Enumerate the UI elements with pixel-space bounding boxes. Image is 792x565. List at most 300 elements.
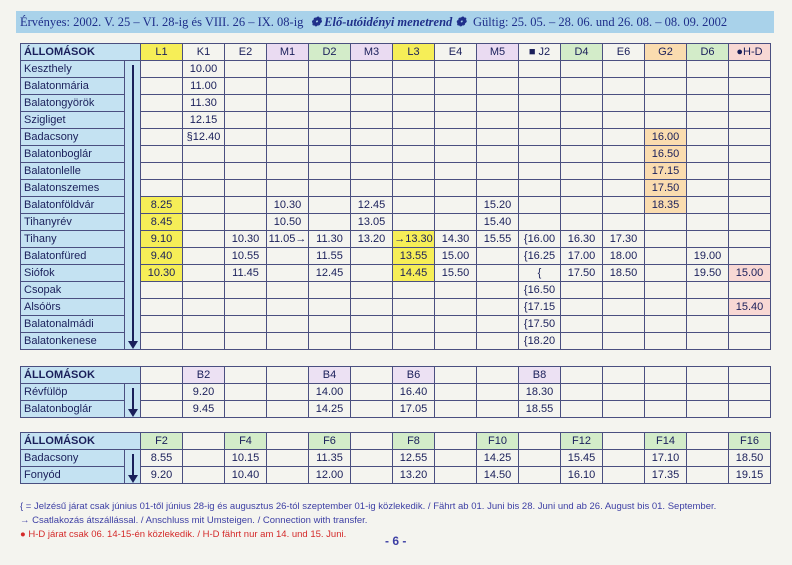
time-cell	[225, 282, 267, 299]
time-cell: 10.00	[183, 61, 225, 78]
column-header: B6	[393, 367, 435, 384]
time-cell	[687, 78, 729, 95]
time-cell	[645, 282, 687, 299]
page-number: - 6 -	[385, 534, 407, 548]
time-cell	[561, 197, 603, 214]
time-cell: 14.50	[477, 467, 519, 484]
time-cell: 19.00	[687, 248, 729, 265]
time-cell: 10.15	[225, 450, 267, 467]
time-cell: 10.50	[267, 214, 309, 231]
boglar-timetable	[20, 366, 771, 418]
time-cell	[141, 282, 183, 299]
column-header	[351, 433, 393, 450]
time-cell	[267, 248, 309, 265]
time-cell	[645, 248, 687, 265]
time-cell: {16.00	[519, 231, 561, 248]
time-cell	[309, 214, 351, 231]
time-cell	[519, 214, 561, 231]
column-header	[687, 367, 729, 384]
time-cell: 11.05→	[267, 231, 309, 248]
time-cell: 18.50	[729, 450, 771, 467]
column-header	[435, 433, 477, 450]
time-cell	[729, 231, 771, 248]
time-cell	[351, 384, 393, 401]
time-cell	[645, 78, 687, 95]
time-cell: 12.45	[351, 197, 393, 214]
station-name: Csopak	[21, 282, 125, 299]
time-cell: 17.30	[603, 231, 645, 248]
time-cell	[729, 401, 771, 418]
time-cell: §12.40	[183, 129, 225, 146]
table-row	[21, 450, 771, 467]
time-cell: {17.15	[519, 299, 561, 316]
time-cell	[351, 112, 393, 129]
time-cell	[603, 282, 645, 299]
time-cell	[393, 61, 435, 78]
time-cell: 14.00	[309, 384, 351, 401]
time-cell	[645, 112, 687, 129]
table-row	[21, 61, 771, 78]
stations-header: ÁLLOMÁSOK	[21, 44, 141, 61]
time-cell	[645, 316, 687, 333]
main-header-row	[21, 44, 771, 61]
time-cell: 10.30	[267, 197, 309, 214]
column-header: K1	[183, 44, 225, 61]
time-cell	[225, 180, 267, 197]
time-cell	[183, 180, 225, 197]
column-header	[141, 367, 183, 384]
time-cell	[603, 129, 645, 146]
time-cell: 12.55	[393, 450, 435, 467]
time-cell: 15.00	[435, 248, 477, 265]
time-cell	[141, 401, 183, 418]
column-header	[603, 433, 645, 450]
time-cell	[267, 180, 309, 197]
banner-left: Érvényes: 2002. V. 25 – VI. 28-ig és VIII. 26 – IX. 08-ig	[20, 15, 304, 29]
time-cell	[225, 384, 267, 401]
time-cell	[141, 163, 183, 180]
time-cell	[561, 78, 603, 95]
fonyod-timetable	[20, 432, 771, 484]
time-cell	[477, 333, 519, 350]
time-cell	[183, 450, 225, 467]
column-header	[603, 367, 645, 384]
time-cell: 11.45	[225, 265, 267, 282]
direction-arrow-icon	[125, 450, 141, 484]
time-cell	[393, 333, 435, 350]
time-cell: 8.25	[141, 197, 183, 214]
time-cell	[729, 180, 771, 197]
time-cell	[645, 384, 687, 401]
time-cell	[141, 129, 183, 146]
column-header	[183, 433, 225, 450]
time-cell	[603, 112, 645, 129]
time-cell: 11.00	[183, 78, 225, 95]
time-cell: 11.30	[183, 95, 225, 112]
time-cell	[687, 401, 729, 418]
time-cell: 15.45	[561, 450, 603, 467]
time-cell	[435, 61, 477, 78]
down-arrow-icon	[132, 454, 134, 477]
time-cell	[519, 129, 561, 146]
time-cell	[561, 95, 603, 112]
time-cell	[225, 61, 267, 78]
time-cell	[183, 231, 225, 248]
time-cell	[435, 197, 477, 214]
column-header: L3	[393, 44, 435, 61]
time-cell	[183, 248, 225, 265]
time-cell	[183, 146, 225, 163]
time-cell	[393, 129, 435, 146]
time-cell	[435, 163, 477, 180]
time-cell	[561, 282, 603, 299]
time-cell	[603, 180, 645, 197]
time-cell: 13.20	[351, 231, 393, 248]
time-cell: 18.55	[519, 401, 561, 418]
time-cell	[351, 333, 393, 350]
time-cell	[267, 78, 309, 95]
time-cell	[687, 214, 729, 231]
column-header: F16	[729, 433, 771, 450]
time-cell	[729, 333, 771, 350]
banner-right: Gültig: 25. 05. – 28. 06. und 26. 08. – 08. 09. 2002	[473, 15, 728, 29]
time-cell	[393, 197, 435, 214]
time-cell	[477, 146, 519, 163]
time-cell	[351, 78, 393, 95]
time-cell	[183, 467, 225, 484]
time-cell: →13.30	[393, 231, 435, 248]
time-cell	[561, 299, 603, 316]
time-cell	[519, 146, 561, 163]
time-cell	[183, 163, 225, 180]
time-cell: 11.55	[309, 248, 351, 265]
time-cell	[687, 231, 729, 248]
time-cell	[141, 180, 183, 197]
time-cell: 13.20	[393, 467, 435, 484]
time-cell	[477, 61, 519, 78]
time-cell	[309, 333, 351, 350]
column-header	[351, 367, 393, 384]
time-cell	[309, 299, 351, 316]
station-name: Balatonboglár	[21, 146, 125, 163]
time-cell	[225, 197, 267, 214]
time-cell	[729, 384, 771, 401]
time-cell	[477, 95, 519, 112]
column-header	[477, 367, 519, 384]
time-cell	[519, 163, 561, 180]
station-name: Balatonföldvár	[21, 197, 125, 214]
time-cell	[351, 180, 393, 197]
time-cell	[645, 333, 687, 350]
time-cell: 8.45	[141, 214, 183, 231]
station-name: Badacsony	[21, 450, 125, 467]
time-cell	[393, 146, 435, 163]
direction-arrow-icon	[125, 384, 141, 418]
column-header: M5	[477, 44, 519, 61]
time-cell	[141, 112, 183, 129]
direction-arrow-icon	[125, 61, 141, 350]
time-cell	[309, 197, 351, 214]
time-cell	[435, 299, 477, 316]
time-cell: 16.40	[393, 384, 435, 401]
time-cell	[645, 401, 687, 418]
time-cell	[477, 265, 519, 282]
time-cell	[687, 163, 729, 180]
time-cell	[435, 282, 477, 299]
time-cell	[309, 78, 351, 95]
time-cell	[309, 163, 351, 180]
time-cell: 16.30	[561, 231, 603, 248]
time-cell	[603, 163, 645, 180]
time-cell: 10.30	[225, 231, 267, 248]
column-header: F12	[561, 433, 603, 450]
station-name: Balatonfüred	[21, 248, 125, 265]
column-header: F10	[477, 433, 519, 450]
time-cell: 8.55	[141, 450, 183, 467]
time-cell	[267, 299, 309, 316]
time-cell	[687, 112, 729, 129]
time-cell	[477, 299, 519, 316]
time-cell: 15.00	[729, 265, 771, 282]
time-cell: 12.45	[309, 265, 351, 282]
time-cell	[183, 214, 225, 231]
time-cell	[225, 78, 267, 95]
time-cell: {16.50	[519, 282, 561, 299]
time-cell: 16.10	[561, 467, 603, 484]
time-cell	[519, 197, 561, 214]
time-cell	[351, 299, 393, 316]
time-cell	[351, 95, 393, 112]
time-cell: 14.30	[435, 231, 477, 248]
time-cell: 15.20	[477, 197, 519, 214]
time-cell: 16.00	[645, 129, 687, 146]
time-cell	[225, 401, 267, 418]
column-header	[225, 367, 267, 384]
time-cell	[309, 61, 351, 78]
time-cell: 15.55	[477, 231, 519, 248]
time-cell: 9.45	[183, 401, 225, 418]
column-header: F14	[645, 433, 687, 450]
time-cell	[519, 95, 561, 112]
boglar-header-row	[21, 367, 771, 384]
time-cell	[603, 61, 645, 78]
time-cell	[435, 95, 477, 112]
column-header	[435, 367, 477, 384]
time-cell: 12.15	[183, 112, 225, 129]
time-cell	[183, 282, 225, 299]
station-name: Balatonboglár	[21, 401, 125, 418]
time-cell: 18.30	[519, 384, 561, 401]
time-cell: 17.05	[393, 401, 435, 418]
time-cell: 14.45	[393, 265, 435, 282]
station-name: Tihany	[21, 231, 125, 248]
time-cell	[519, 467, 561, 484]
down-arrow-icon	[132, 65, 134, 343]
time-cell	[519, 61, 561, 78]
column-header: M1	[267, 44, 309, 61]
time-cell	[477, 316, 519, 333]
time-cell	[687, 95, 729, 112]
time-cell: 9.10	[141, 231, 183, 248]
time-cell	[435, 78, 477, 95]
station-name: Badacsony	[21, 129, 125, 146]
time-cell	[183, 197, 225, 214]
time-cell	[477, 112, 519, 129]
time-cell	[729, 95, 771, 112]
station-name: Alsóörs	[21, 299, 125, 316]
time-cell	[603, 450, 645, 467]
column-header: F6	[309, 433, 351, 450]
time-cell	[435, 112, 477, 129]
time-cell	[729, 61, 771, 78]
time-cell: 11.30	[309, 231, 351, 248]
time-cell	[687, 180, 729, 197]
time-cell: 14.25	[309, 401, 351, 418]
station-name: Balatongyörök	[21, 95, 125, 112]
time-cell	[603, 78, 645, 95]
down-arrow-icon	[132, 388, 134, 411]
column-header: D6	[687, 44, 729, 61]
time-cell: 9.40	[141, 248, 183, 265]
time-cell	[687, 282, 729, 299]
time-cell: 17.15	[645, 163, 687, 180]
time-cell	[351, 282, 393, 299]
column-header	[267, 433, 309, 450]
time-cell	[729, 146, 771, 163]
time-cell	[351, 248, 393, 265]
column-header: F8	[393, 433, 435, 450]
time-cell	[309, 180, 351, 197]
time-cell	[603, 214, 645, 231]
time-cell	[435, 333, 477, 350]
time-cell	[519, 180, 561, 197]
time-cell	[267, 95, 309, 112]
column-header	[729, 367, 771, 384]
time-cell	[309, 95, 351, 112]
time-cell: 15.40	[729, 299, 771, 316]
time-cell	[225, 163, 267, 180]
time-cell	[435, 450, 477, 467]
time-cell: 18.00	[603, 248, 645, 265]
column-header	[561, 367, 603, 384]
time-cell	[183, 333, 225, 350]
time-cell	[141, 146, 183, 163]
time-cell	[519, 78, 561, 95]
column-header: M3	[351, 44, 393, 61]
column-header	[519, 433, 561, 450]
time-cell	[645, 214, 687, 231]
time-cell	[183, 299, 225, 316]
time-cell	[603, 197, 645, 214]
time-cell	[561, 401, 603, 418]
time-cell	[561, 333, 603, 350]
note-jelzes: { = Jelzésű járat csak június 01-től június 28-ig és augusztus 26-tól szeptember 01-ig közlekedik. / Fährt ab 01. Juni bis 28. Juni und ab 26. August bis 01. September.	[20, 501, 717, 512]
column-header	[645, 367, 687, 384]
station-name: Révfülöp	[21, 384, 125, 401]
time-cell	[309, 282, 351, 299]
time-cell	[603, 95, 645, 112]
time-cell: 18.35	[645, 197, 687, 214]
time-cell	[435, 180, 477, 197]
time-cell: 17.50	[561, 265, 603, 282]
column-header	[267, 367, 309, 384]
time-cell: {17.50	[519, 316, 561, 333]
time-cell	[603, 299, 645, 316]
fonyod-header-row	[21, 433, 771, 450]
time-cell	[225, 129, 267, 146]
time-cell: 17.00	[561, 248, 603, 265]
time-cell	[309, 129, 351, 146]
time-cell	[603, 384, 645, 401]
station-name: Balatonalmádi	[21, 316, 125, 333]
time-cell	[561, 316, 603, 333]
column-header: B2	[183, 367, 225, 384]
time-cell: 10.40	[225, 467, 267, 484]
time-cell	[141, 384, 183, 401]
station-name: Balatonszemes	[21, 180, 125, 197]
time-cell	[435, 316, 477, 333]
time-cell	[351, 129, 393, 146]
time-cell	[393, 95, 435, 112]
time-cell: 13.55	[393, 248, 435, 265]
time-cell	[603, 467, 645, 484]
time-cell	[267, 163, 309, 180]
time-cell	[267, 467, 309, 484]
time-cell	[729, 78, 771, 95]
time-cell: 14.25	[477, 450, 519, 467]
time-cell: 9.20	[183, 384, 225, 401]
time-cell	[141, 78, 183, 95]
time-cell	[561, 129, 603, 146]
time-cell	[561, 163, 603, 180]
time-cell	[645, 231, 687, 248]
time-cell	[351, 265, 393, 282]
time-cell	[687, 197, 729, 214]
time-cell	[561, 112, 603, 129]
time-cell	[225, 299, 267, 316]
time-cell	[519, 112, 561, 129]
time-cell	[267, 282, 309, 299]
time-cell	[645, 95, 687, 112]
time-cell	[267, 129, 309, 146]
time-cell	[393, 282, 435, 299]
time-cell	[687, 450, 729, 467]
time-cell	[687, 146, 729, 163]
station-name: Balatonmária	[21, 78, 125, 95]
time-cell	[729, 129, 771, 146]
time-cell	[435, 214, 477, 231]
time-cell: {18.20	[519, 333, 561, 350]
time-cell	[729, 248, 771, 265]
time-cell	[477, 401, 519, 418]
station-name: Tihanyrév	[21, 214, 125, 231]
time-cell	[225, 146, 267, 163]
banner-mid: ❁ Elő-utóidényi menetrend ❁	[310, 15, 466, 29]
time-cell	[309, 146, 351, 163]
column-header: E6	[603, 44, 645, 61]
main-timetable	[20, 43, 771, 350]
time-cell	[393, 180, 435, 197]
time-cell	[477, 163, 519, 180]
stations-header: ÁLLOMÁSOK	[21, 367, 141, 384]
time-cell	[435, 384, 477, 401]
time-cell	[477, 248, 519, 265]
time-cell	[687, 316, 729, 333]
time-cell	[225, 316, 267, 333]
time-cell	[561, 180, 603, 197]
time-cell	[267, 384, 309, 401]
time-cell	[225, 214, 267, 231]
